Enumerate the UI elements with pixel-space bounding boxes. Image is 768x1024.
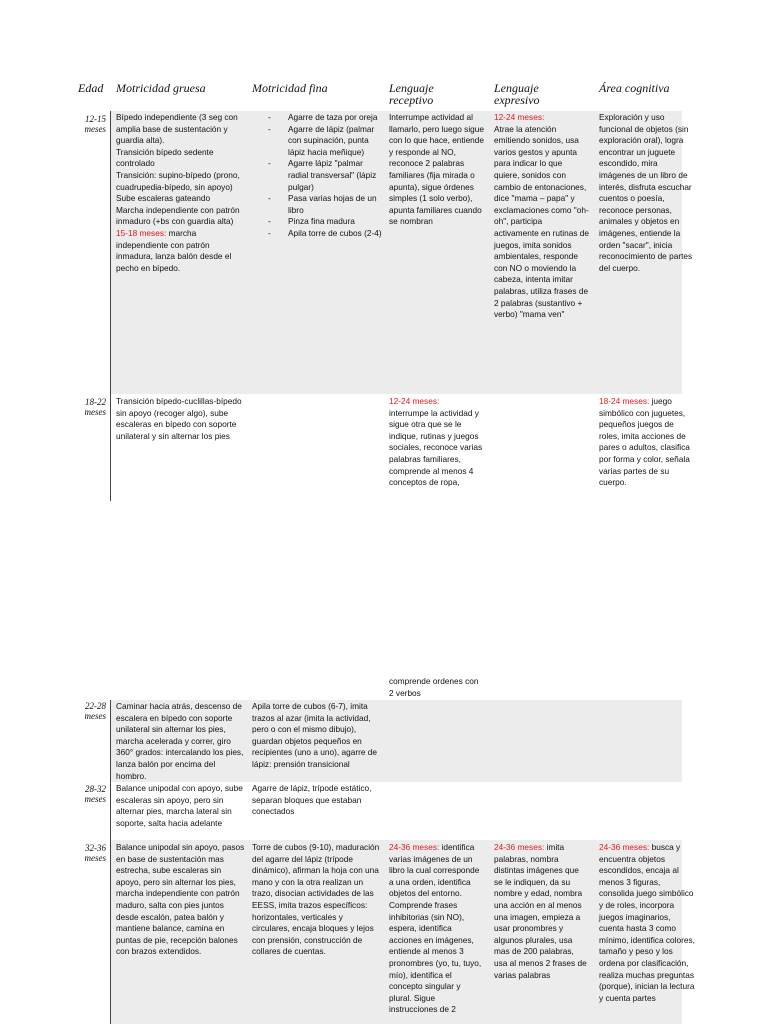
milestone-text: Balance unipodal con apoyo, sube escaleras sin apoyo, pero sin alternar pies, marcha lateral sin soporte, salta hacia adelante [116,783,243,828]
milestone-text: juego simbólico con juguetes, pequeños juegos de roles, imita acciones de pares o adultos, clasifica por forma y color, señala varias partes de su cuerpo. [599,396,690,488]
cognitive-area-cell [599,842,695,1004]
column-divider [110,111,111,501]
cognitive-area-cell [599,396,695,489]
age-range-tag: 24-36 meses: [599,842,650,852]
header-fine-motor: Motricidad fina [252,81,328,95]
milestone-text: Balance unipodal sin apoyo, pasos en base de sustentación mas estrecha, sube escaleras sin apoyo, pero sin alternar los pies, marcha independiente con patrón maduro, salta con pies juntos desde escalón, patea balón y mantiene balance, camina en puntas de pie, recepción balones con brazos extendidos. [116,842,245,957]
header-expressive-language: Lenguaje expresivo [494,81,540,107]
milestone-text: interrumpe la actividad y sigue otra que se le indique, rutinas y juegos sociales, reconoce varias palabras familiares, comprende al menos 4 conceptos de ropa, [389,407,483,488]
milestone-text: Interrumpe actividad al llamarlo, pero luego sigue con lo que hace, entiende y responde al NO, reconoce 2 palabras familiares (fija mirada o apunta), sigue órdenes simples (1 solo verbo), apunta familiares cuando se nombran [389,112,485,227]
receptive-language-cell [389,842,485,1016]
milestone-text: Transición bípedo-cuclillas-bípedo sin apoyo (recoger algo), sube escaleras en bípedo con soporte unilateral y sin alternar los pies [116,396,242,441]
milestone-text: Apila torre de cubos (6-7), imita trazos al azar (imita la actividad, pero o con el mismo dibujo), guardan objetos pequeños en recipientes (uno a uno), agarre de lápiz: prensión transicional [252,701,377,769]
age-label: 12-15 meses [84,114,106,134]
age-range-tag: 12-24 meses: [494,112,545,122]
gross-motor-cell [116,112,246,274]
age-range-tag: 12-24 meses: [389,396,440,406]
age-label: 32-36 meses [84,843,106,863]
list-item: - Agarre de taza por oreja [252,112,382,124]
gross-motor-cell [116,842,246,958]
fine-motor-cell [252,701,382,771]
age-range-tag: 24-36 meses: [494,842,545,852]
milestone-text: marcha independiente con patrón inmadura, lanza balón desde el pecho en bípedo. [116,227,232,273]
list-item: - Pasa varias hojas de un libro [252,193,382,216]
gross-motor-cell [116,396,246,442]
milestone-text: Sube escaleras gateando [116,193,211,204]
age-label: 28-32 meses [84,784,106,804]
receptive-language-cell [389,396,485,489]
milestone-text: Transición bípedo sedente controlado [116,146,214,169]
header-receptive-language: Lenguaje receptivo [389,81,434,107]
age-label: 22-28 meses [84,701,106,721]
receptive-language-cell-continued [389,676,485,699]
gross-motor-cell [116,701,246,782]
expressive-language-cell [494,842,589,981]
milestone-text: imita palabras, nombra distintas imágenes que se le indiquen, da su nombre y edad, nombra una acción en al menos una imagen, empieza a usar pronombres y algunos plurales, usa mas de 200 palabras, usa al menos 2 frases de varias palabras [494,842,587,980]
milestone-text: Torre de cubos (9-10), maduración del agarre del lápiz (trípode dinámico), afirman la hoja con una mano y con la otra realizan un trazo, disocian actividades de las EESS, imita trazos específicos: horizontales, verticales y circulares, encaja bloques y lejos con prensión, construcción de collares de cuentas. [252,842,380,957]
milestone-text: comprende ordenes con 2 verbos [389,676,479,698]
age-range-tag: 24-36 meses: [389,842,440,852]
milestone-text: Caminar hacia atrás, descenso de escalera en bípedo con soporte unilateral sin alternar los pies, marcha acelerada y correr, giro 360° grados: intercalando los pies, lanza balón por encima del hombro. [116,701,244,781]
fine-motor-cell [252,783,382,818]
milestone-text: Marcha independiente con patrón inmaduro (+bs con guardia alta) [116,204,240,227]
list-item: - Agarre lápiz "palmar radial transversal" (lápiz pulgar) [252,158,382,193]
header-age: Edad [78,81,104,95]
fine-motor-cell [252,842,382,958]
cognitive-area-cell [599,112,695,274]
milestone-text: Transición: supino-bípedo (prono, cuadrupedia-bípedo, sin apoyo) [116,169,240,192]
age-range-tag: 15-18 meses: [116,227,167,238]
age-range-tag: 18-24 meses: [599,396,650,406]
gross-motor-cell [116,783,246,829]
milestone-text: Atrae la atención emitiendo sonidos, usa varios gestos y apunta para indicar lo que quiere, sonidos con cambio de entonaciones, dice "mama – papa" y exclamaciones como "oh-oh", participa activamente en rutinas de juegos, imita sonidos ambientales, responde con NO o moviendo la cabeza, intenta imitar palabras, utiliza frases de 2 palabras (sustantivo + verbo) "mama ven" [494,123,590,320]
list-item: - Agarre de lápiz (palmar con supinación, punta lápiz hacia meñique) [252,124,382,159]
milestone-text: busca y encuentra objetos escondidos, encaja al menos 3 figuras, consolida juego simbólico y de roles, incorpora juegos imaginarios, cuenta hasta 3 como mínimo, identifica colores, tamaño y peso y los ordena por clasificación, realiza muchas preguntas (porque), inician la lectura y cuenta partes [599,842,695,1003]
milestone-text: Bípedo independiente (3 seg con amplia base de sustentación y guardia alta). [116,112,238,146]
list-item: - Apila torre de cubos (2-4) [252,228,382,240]
expressive-language-cell [494,112,589,321]
header-cognitive-area: Área cognitiva [599,81,670,95]
fine-motor-cell [252,112,382,240]
milestone-text: Agarre de lápiz, trípode estático, separan bloques que estaban conectados [252,783,372,817]
list-item: - Pinza fina madura [252,216,382,228]
milestone-text: identifica varias imágenes de un libro la cual corresponde a una orden, identifica objetos del entorno. Comprende frases inhibitorias (sin NO), espera, identifica acciones en imágenes, entiende al menos 3 pronombres (yo, tu, tuyo, mío), identifica el concepto singular y plural. Sigue instrucciones de 2 [389,842,482,1015]
receptive-language-cell [389,112,485,228]
age-label: 18-22 meses [84,397,106,417]
milestone-text: Exploración y uso funcional de objetos (sin exploración oral), logra encontrar un juguete escondido, mira imágenes de un libro de interés, disfruta escuchar cuentos o poesía, reconoce personas, animales y objetos en imágenes, entiende la orden "sacar", inicia reconocimiento de partes del cuerpo. [599,112,693,273]
header-gross-motor: Motricidad gruesa [116,81,206,95]
column-divider [110,700,111,1024]
